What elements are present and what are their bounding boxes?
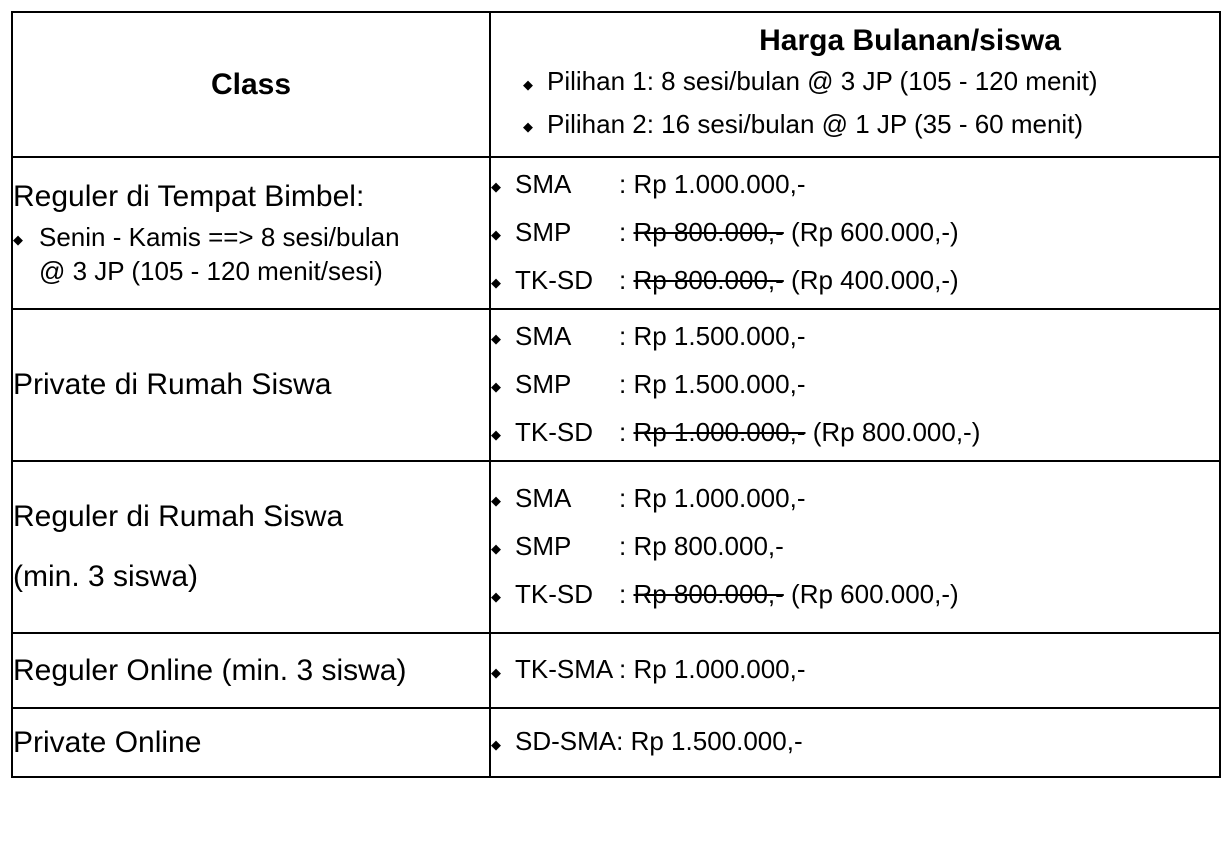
separator: : xyxy=(619,368,627,399)
price-line xyxy=(491,646,1219,694)
bullet-icon: ◆ xyxy=(13,232,23,248)
class-cell xyxy=(12,309,490,461)
separator: : xyxy=(619,216,627,247)
separator: : xyxy=(616,726,624,757)
separator: : xyxy=(619,654,627,685)
level-label: SMP xyxy=(515,530,572,561)
separator: : xyxy=(619,579,627,610)
class-cell xyxy=(12,461,490,633)
discount-price: (Rp 400.000,-) xyxy=(791,265,959,296)
level-label: TK-SD xyxy=(515,265,593,296)
separator: : xyxy=(619,168,627,199)
price-header-title: Harga Bulanan/siswa xyxy=(759,24,1061,58)
old-price: Rp 1.000.000,- xyxy=(633,417,806,448)
separator: : xyxy=(619,417,627,448)
class-name: Private Online xyxy=(13,725,202,759)
separator: : xyxy=(619,530,627,561)
table-header-row xyxy=(12,12,1220,157)
level-label: SMP xyxy=(515,368,572,399)
table-row xyxy=(12,157,1220,309)
old-price: Rp 800.000,- xyxy=(633,265,784,296)
bullet-icon: ◆ xyxy=(491,736,501,752)
price-line xyxy=(491,161,1219,209)
price-cell xyxy=(490,633,1220,708)
price-value: Rp 1.500.000,- xyxy=(630,726,803,757)
table-row xyxy=(12,633,1220,708)
price-option-1 xyxy=(491,61,1219,103)
price-line xyxy=(491,313,1219,361)
level-label: SMA xyxy=(515,482,572,513)
price-value: Rp 1.000.000,- xyxy=(633,482,806,513)
price-line xyxy=(491,571,1219,619)
bullet-icon: ◆ xyxy=(491,664,501,680)
bullet-icon: ◆ xyxy=(523,76,533,92)
bullet-icon: ◆ xyxy=(491,275,501,291)
price-value: Rp 1.500.000,- xyxy=(633,320,806,351)
bullet-icon: ◆ xyxy=(523,118,533,134)
bullet-icon: ◆ xyxy=(491,492,501,508)
price-value: Rp 800.000,- xyxy=(633,530,784,561)
class-name: Reguler di Rumah Siswa xyxy=(13,500,344,533)
table-row xyxy=(12,461,1220,633)
price-line xyxy=(491,361,1219,409)
class-name: Reguler Online (min. 3 siswa) xyxy=(13,653,407,687)
price-line xyxy=(491,257,1219,305)
option-text: Pilihan 1: 8 sesi/bulan @ 3 JP (105 - 120 menit) xyxy=(547,66,1098,97)
bullet-icon: ◆ xyxy=(491,427,501,443)
level-label: SMA xyxy=(515,320,572,351)
separator: : xyxy=(619,320,627,351)
old-price: Rp 800.000,- xyxy=(633,216,784,247)
class-column-header xyxy=(12,12,490,157)
price-cell xyxy=(490,708,1220,777)
level-label: SMP xyxy=(515,216,572,247)
bullet-icon: ◆ xyxy=(491,589,501,605)
level-label: SD-SMA xyxy=(515,726,617,757)
class-cell xyxy=(12,633,490,708)
separator: : xyxy=(619,482,627,513)
bullet-icon: ◆ xyxy=(491,541,501,557)
bullet-icon: ◆ xyxy=(491,227,501,243)
level-label: TK-SMA xyxy=(515,654,612,685)
class-cell xyxy=(12,157,490,309)
price-table xyxy=(11,11,1221,778)
price-cell xyxy=(490,157,1220,309)
class-cell xyxy=(12,708,490,777)
class-header-label: Class xyxy=(210,67,292,101)
old-price: Rp 800.000,- xyxy=(633,579,784,610)
option-text: Pilihan 2: 16 sesi/bulan @ 1 JP (35 - 60 menit) xyxy=(547,108,1084,139)
price-cell xyxy=(490,461,1220,633)
bullet-icon: ◆ xyxy=(491,330,501,346)
class-schedule xyxy=(13,221,489,287)
price-cell xyxy=(490,309,1220,461)
price-value: Rp 1.500.000,- xyxy=(633,368,806,399)
class-note: (min. 3 siswa) xyxy=(13,560,199,593)
separator: : xyxy=(619,265,627,296)
discount-price: (Rp 600.000,-) xyxy=(791,579,959,610)
discount-price: (Rp 800.000,-) xyxy=(812,417,981,448)
level-label: TK-SD xyxy=(515,417,593,448)
price-option-2 xyxy=(491,104,1219,146)
schedule-text: @ 3 JP (105 - 120 menit/sesi) xyxy=(39,256,383,287)
price-value: Rp 1.000.000,- xyxy=(633,168,806,199)
level-label: SMA xyxy=(515,168,572,199)
class-name: Reguler di Tempat Bimbel: xyxy=(13,179,365,213)
price-line xyxy=(491,475,1219,523)
schedule-text: Senin - Kamis ==> 8 sesi/bulan xyxy=(39,221,400,252)
bullet-icon: ◆ xyxy=(491,379,501,395)
price-column-header xyxy=(490,12,1220,157)
discount-price: (Rp 600.000,-) xyxy=(791,216,959,247)
price-line xyxy=(491,209,1219,257)
price-value: Rp 1.000.000,- xyxy=(633,654,806,685)
level-label: TK-SD xyxy=(515,579,593,610)
price-line xyxy=(491,718,1219,766)
table-row xyxy=(12,708,1220,777)
class-name: Private di Rumah Siswa xyxy=(13,368,332,401)
table-row xyxy=(12,309,1220,461)
bullet-icon: ◆ xyxy=(491,178,501,194)
price-line xyxy=(491,523,1219,571)
price-line xyxy=(491,409,1219,457)
